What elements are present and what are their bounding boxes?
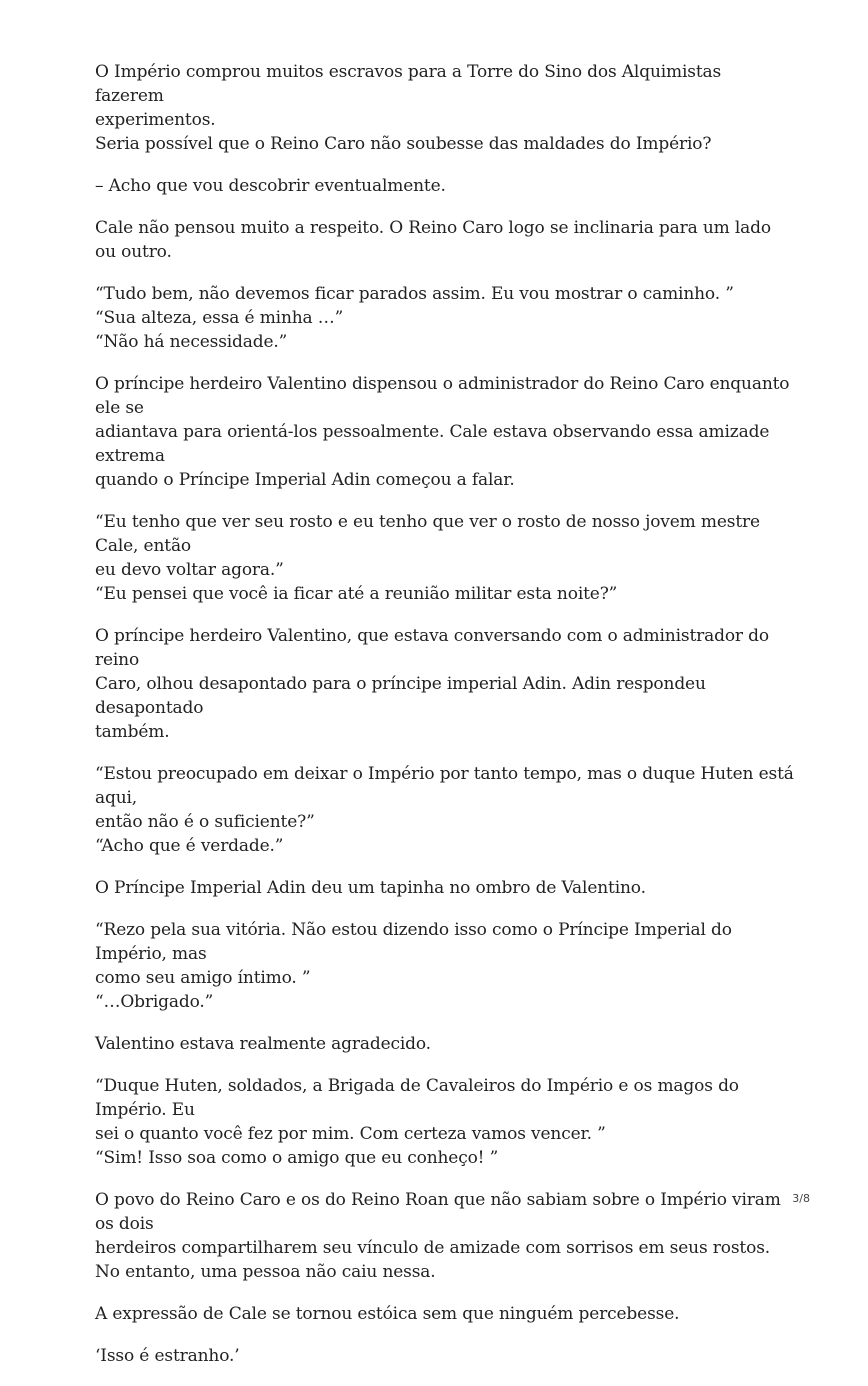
text-line: “Sim! Isso soa como o amigo que eu conheço! ” (95, 1148, 499, 1168)
text-line: também. (95, 722, 170, 742)
text-line: “Estou preocupado em deixar o Império por tanto tempo, mas o duque Huten está aqui, (95, 764, 799, 808)
text-line: Seria possível que o Reino Caro não soubesse das maldades do Império? (95, 134, 712, 154)
paragraph (95, 762, 799, 858)
paragraph (95, 1188, 795, 1284)
text-line: O príncipe herdeiro Valentino dispensou o administrador do Reino Caro enquanto ele se (95, 374, 795, 418)
text-line: experimentos. (95, 110, 216, 130)
paragraph (95, 1302, 795, 1326)
paragraph (95, 216, 795, 264)
text-line: herdeiros compartilharem seu vínculo de amizade com sorrisos em seus rostos. (95, 1238, 771, 1258)
text-line: “Eu pensei que você ia ficar até a reunião militar esta noite?” (95, 584, 618, 604)
text-line: No entanto, uma pessoa não caiu nessa. (95, 1262, 436, 1282)
text-line: “Não há necessidade.” (95, 332, 288, 352)
document-body (95, 60, 799, 1386)
page-number: 3/8 (792, 1192, 810, 1205)
text-line: “…Obrigado.” (95, 992, 214, 1012)
paragraph (95, 1074, 795, 1170)
paragraph (95, 624, 795, 744)
text-line: A expressão de Cale se tornou estóica sem que ninguém percebesse. (95, 1304, 680, 1324)
text-line: Valentino estava realmente agradecido. (95, 1034, 431, 1054)
text-line: eu devo voltar agora.” (95, 560, 284, 580)
text-line: “Tudo bem, não devemos ficar parados assim. Eu vou mostrar o caminho. ” (95, 284, 734, 304)
paragraph (95, 918, 795, 1014)
text-line: quando o Príncipe Imperial Adin começou a falar. (95, 470, 515, 490)
paragraph (95, 1344, 795, 1368)
text-line: O príncipe herdeiro Valentino, que estava conversando com o administrador do reino (95, 626, 775, 670)
paragraph (95, 876, 795, 900)
text-line: sei o quanto você fez por mim. Com certeza vamos vencer. ” (95, 1124, 606, 1144)
text-line: “Eu tenho que ver seu rosto e eu tenho que ver o rosto de nosso jovem mestre Cale, então (95, 512, 766, 556)
text-line: então não é o suficiente?” (95, 812, 315, 832)
paragraph (95, 282, 795, 354)
text-line: Cale não pensou muito a respeito. O Reino Caro logo se inclinaria para um lado ou outro. (95, 218, 777, 262)
text-line: – Acho que vou descobrir eventualmente. (95, 176, 446, 196)
paragraph (95, 510, 795, 606)
text-line: O Príncipe Imperial Adin deu um tapinha no ombro de Valentino. (95, 878, 646, 898)
paragraph (95, 60, 795, 156)
paragraph (95, 174, 795, 198)
text-line: Caro, olhou desapontado para o príncipe imperial Adin. Adin respondeu desapontado (95, 674, 712, 718)
text-line: O povo do Reino Caro e os do Reino Roan que não sabiam sobre o Império viram os dois (95, 1190, 786, 1234)
paragraph (95, 1032, 795, 1056)
text-line: “Rezo pela sua vitória. Não estou dizendo isso como o Príncipe Imperial do Império, mas (95, 920, 738, 964)
paragraph (95, 372, 795, 492)
text-line: “Duque Huten, soldados, a Brigada de Cavaleiros do Império e os magos do Império. Eu (95, 1076, 745, 1120)
text-line: O Império comprou muitos escravos para a Torre do Sino dos Alquimistas fazerem (95, 62, 727, 106)
text-line: como seu amigo íntimo. ” (95, 968, 311, 988)
text-line: “Sua alteza, essa é minha …” (95, 308, 344, 328)
text-line: “Acho que é verdade.” (95, 836, 284, 856)
text-line: adiantava para orientá-los pessoalmente. Cale estava observando essa amizade extrema (95, 422, 775, 466)
text-line: ‘Isso é estranho.’ (95, 1346, 240, 1366)
